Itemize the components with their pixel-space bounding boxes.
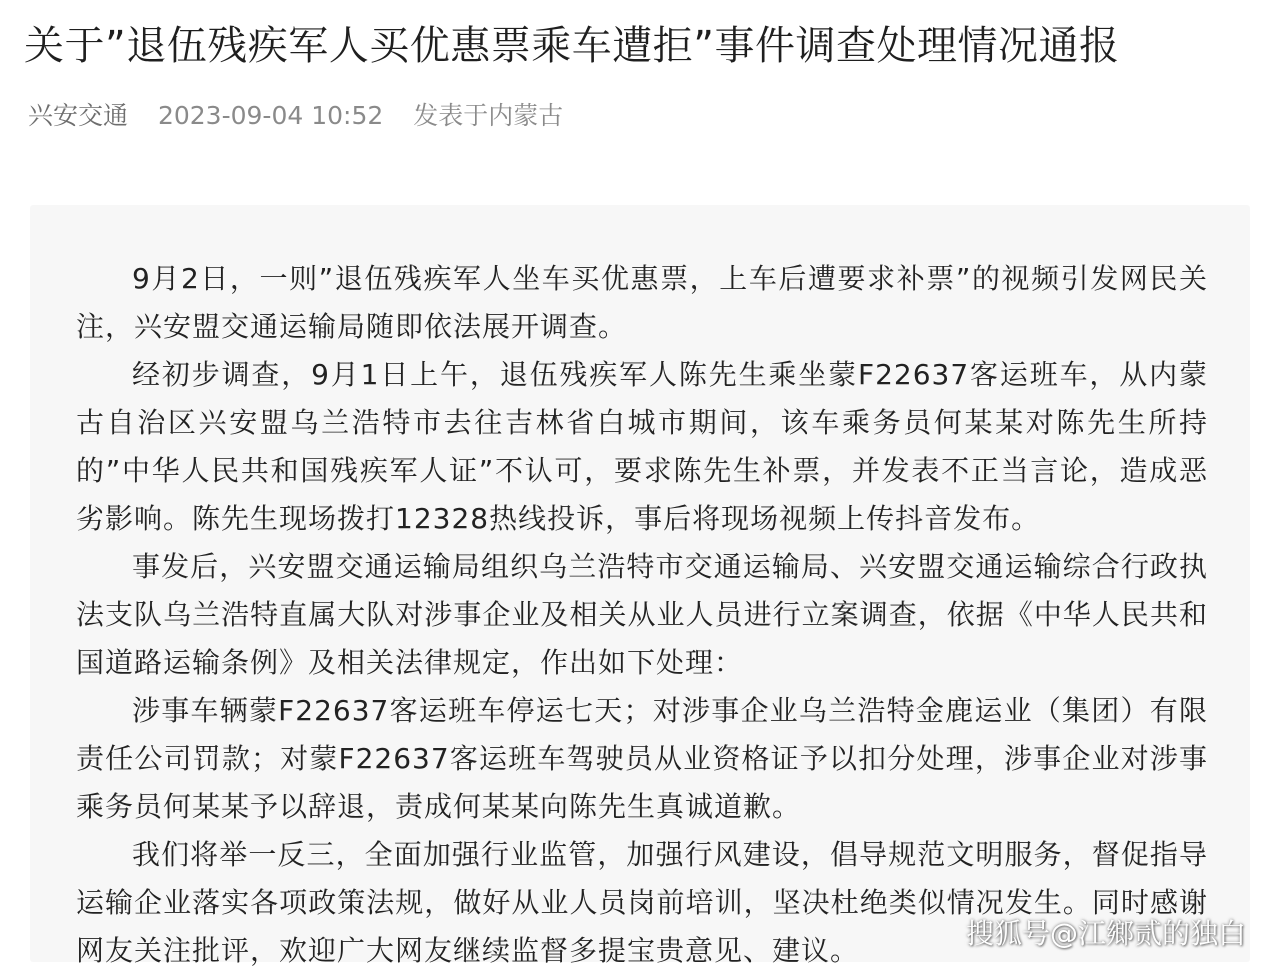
sohu-watermark: 搜狐号@江鄉贰的独白 [965, 917, 1246, 950]
paragraph-4: 涉事车辆蒙F22637客运班车停运七天；对涉事企业乌兰浩特金鹿运业（集团）有限责任公司罚款；对蒙F22637客运班车驾驶员从业资格证予以扣分处理，涉事企业对涉事乘务员何某某予以辞退，责成何某某向陈先生真诚道歉。 [76, 694, 1208, 823]
publisher-name[interactable]: 兴安交通 [28, 101, 129, 130]
publish-datetime: 2023-09-04 10:52 [157, 101, 384, 130]
publish-location: 发表于内蒙古 [413, 101, 564, 130]
article-title: 关于”退伍残疾军人买优惠票乘车遭拒”事件调查处理情况通报 [24, 23, 1120, 69]
article-meta [28, 96, 585, 136]
paragraph-3: 事发后，兴安盟交通运输局组织乌兰浩特市交通运输局、兴安盟交通运输综合行政执法支队乌兰浩特直属大队对涉事企业及相关从业人员进行立案调查，依据《中华人民共和国道路运输条例》及相关法律规定，作出如下处理： [76, 550, 1208, 679]
paragraph-1: 9月2日，一则”退伍残疾军人坐车买优惠票，上车后遭要求补票”的视频引发网民关注，兴安盟交通运输局随即依法展开调查。 [76, 262, 1208, 343]
paragraph-2: 经初步调查，9月1日上午，退伍残疾军人陈先生乘坐蒙F22637客运班车，从内蒙古自治区兴安盟乌兰浩特市去往吉林省白城市期间，该车乘务员何某某对陈先生所持的”中华人民共和国残疾军人证”不认可，要求陈先生补票，并发表不正当言论，造成恶劣影响。陈先生现场拨打12328热线投诉，事后将现场视频上传抖音发布。 [76, 358, 1208, 535]
paragraph-5: 我们将举一反三，全面加强行业监管，加强行风建设，倡导规范文明服务，督促指导运输企业落实各项政策法规，做好从业人员岗前培训，坚决杜绝类似情况发生。同时感谢网友关注批评，欢迎广大网友继续监督多提宝贵意见、建议。 [76, 838, 1208, 967]
article-body [76, 255, 1208, 975]
